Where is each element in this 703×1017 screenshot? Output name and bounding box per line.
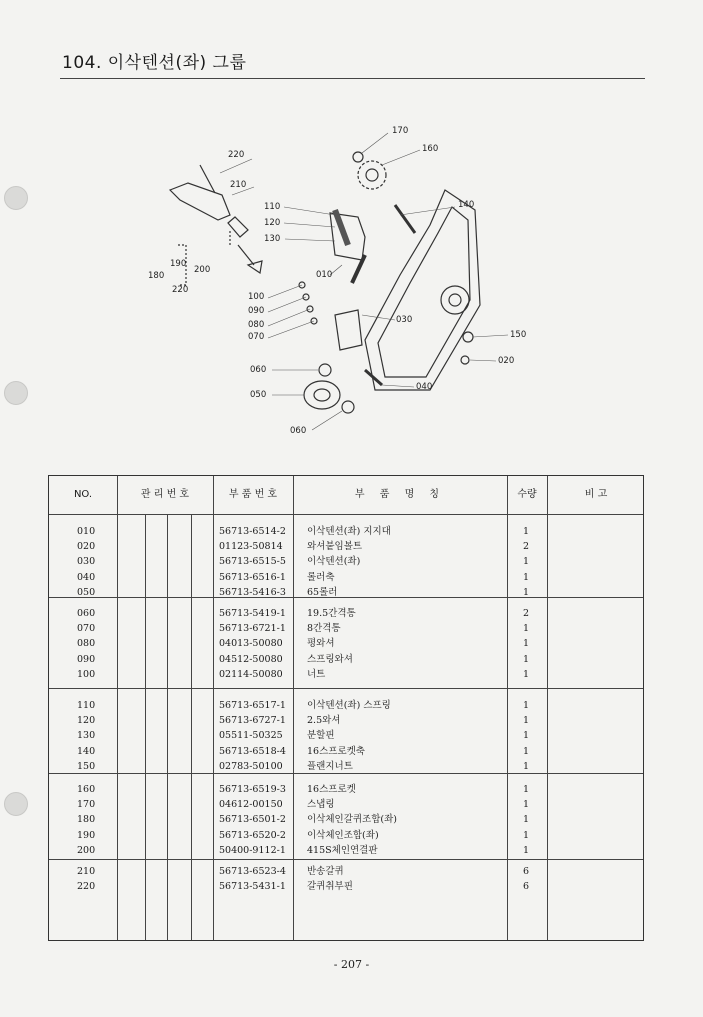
header-part-number: 부 품 번 호 [228,489,278,500]
part-row-no: 150 [77,760,96,772]
callout-label: 050 [250,390,267,400]
part-row-no: 140 [77,745,96,757]
part-quantity: 1 [523,653,530,665]
part-quantity: 1 [523,571,530,583]
parts-table [48,475,644,941]
callout-label: 120 [264,218,281,228]
part-quantity: 1 [523,526,530,537]
part-number: 56713-6721-1 [219,623,286,635]
part-row-no: 110 [77,700,96,711]
part-quantity: 1 [523,586,530,598]
part-row-no: 030 [77,556,96,568]
part-row-no: 100 [77,668,96,680]
part-number: 56713-6501-2 [219,814,286,826]
part-name: 19.5간격통 [307,608,356,619]
callout-label: 220 [228,150,245,160]
part-number: 56713-6517-1 [219,700,286,711]
part-row-no: 050 [77,586,96,598]
part-row-no: 210 [77,866,96,877]
part-name: 2.5와셔 [307,715,341,727]
part-row-no: 200 [77,844,96,856]
callout-label: 130 [264,234,281,244]
part-number: 56713-5416-3 [219,586,286,598]
part-number: 56713-6515-5 [219,556,286,568]
exploded-parts-diagram [130,115,550,445]
part-name: 갈퀴취부핀 [307,881,353,893]
callout-label: 090 [248,306,265,316]
snap-ring [353,152,363,162]
part-row-no: 060 [77,608,96,619]
part-quantity: 1 [523,668,530,680]
part-number: 56713-6514-2 [219,526,286,537]
part-number: 04512-50080 [219,653,283,665]
callout-label: 070 [248,332,265,342]
frame-hub [441,286,469,314]
part-quantity: 1 [523,760,530,772]
part-name: 반송갈퀴 [307,866,344,877]
callout-label: 200 [194,265,211,275]
part-name: 스냅링 [307,799,335,811]
part-quantity: 1 [523,623,530,635]
part-quantity: 1 [523,745,530,757]
sprocket-16 [358,161,386,189]
row-divider [49,688,643,689]
part-number: 05511-50325 [219,730,283,742]
part-number: 04013-50080 [219,638,283,650]
callout-label: 210 [230,180,247,190]
part-quantity: 1 [523,799,530,811]
roller-65 [304,381,340,409]
part-name: 이삭체인갈퀴조합(좌) [307,814,398,826]
column-divider [167,514,168,940]
part-name: 이삭텐션(좌) 지지대 [307,526,391,537]
part-number: 56713-6523-4 [219,866,286,877]
part-row-no: 180 [77,814,96,826]
part-name: 평와셔 [307,638,335,650]
part-quantity: 1 [523,700,530,711]
part-name: 너트 [307,668,326,680]
part-row-no: 190 [77,829,96,841]
callout-label: 030 [396,315,413,325]
part-name: 분할핀 [307,730,335,742]
column-divider [213,476,214,940]
part-number: 56713-6727-1 [219,715,286,727]
part-quantity: 1 [523,814,530,826]
part-quantity: 6 [523,866,530,877]
row-divider [49,859,643,860]
column-divider [145,514,146,940]
part-row-no: 090 [77,653,96,665]
part-name: 이삭텐션(좌) 스프링 [307,700,391,711]
header-remarks: 비 고 [584,489,608,500]
page-title: 104. 이삭텐션(좌) 그룹 [62,53,247,73]
part-quantity: 2 [523,608,530,619]
part-number: 56713-5419-1 [219,608,286,619]
part-number: 56713-6520-2 [219,829,286,841]
callout-label: 100 [248,292,265,302]
part-number: 02114-50080 [219,668,283,680]
part-name: 415S체인연결판 [307,844,378,856]
part-quantity: 6 [523,881,530,893]
part-number: 01123-50814 [219,541,283,553]
callout-leaders [220,133,508,430]
part-name: 이삭텐션(좌) [307,556,361,568]
callout-label: 040 [416,382,433,392]
header-part-name: 부 품 명 칭 [354,489,446,500]
part-name: 스프링와셔 [307,653,353,665]
row-divider [49,597,643,598]
header-no: NO. [73,489,93,500]
part-name: 플랜지너트 [307,760,353,772]
part-name: 8간격통 [307,623,341,635]
part-quantity: 1 [523,556,530,568]
column-divider [547,476,548,940]
tension-frame [365,190,480,390]
title-underline [60,78,645,79]
part-name: 65롤러 [307,586,338,598]
callout-label: 060 [290,426,307,436]
part-quantity: 1 [523,638,530,650]
callout-label: 140 [458,200,475,210]
part-row-no: 170 [77,799,96,811]
part-quantity: 1 [523,829,530,841]
header-management-no: 관 리 번 호 [140,489,190,500]
part-row-no: 070 [77,623,96,635]
callout-label: 020 [498,356,515,366]
column-divider [191,514,192,940]
column-divider [293,476,294,940]
tension-block [335,310,362,350]
part-name: 16스프로켓축 [307,745,365,757]
callout-label: 190 [170,259,187,269]
part-name: 롤러축 [307,571,335,583]
punch-hole [4,381,28,405]
part-row-no: 010 [77,526,96,537]
punch-hole [4,792,28,816]
callout-label: 110 [264,202,281,212]
page-number: - 207 - [333,958,370,971]
connecting-plate [248,261,262,273]
part-row-no: 040 [77,571,96,583]
part-quantity: 1 [523,784,530,795]
part-row-no: 160 [77,784,96,795]
header-quantity: 수량 [517,489,537,500]
row-divider [49,514,643,515]
chain-link [228,217,248,237]
part-name: 이삭체인조합(좌) [307,829,379,841]
column-divider [507,476,508,940]
part-name: 와셔붙임볼트 [307,541,363,553]
part-quantity: 1 [523,844,530,856]
callout-label: 010 [316,270,333,280]
diagram-drawing [170,152,480,413]
part-number: 02783-50100 [219,760,283,772]
chain-rake [170,183,230,220]
callout-label: 080 [248,320,265,330]
part-name: 16스프로켓 [307,784,356,795]
part-number: 56713-6516-1 [219,571,286,583]
part-quantity: 1 [523,730,530,742]
callout-label: 060 [250,365,267,375]
part-quantity: 1 [523,715,530,727]
callout-label: 160 [422,144,439,154]
part-number: 56713-5431-1 [219,881,286,893]
column-divider [117,476,118,940]
part-row-no: 080 [77,638,96,650]
part-number: 50400-9112-1 [219,844,286,856]
spacer [342,401,354,413]
part-number: 56713-6519-3 [219,784,286,795]
part-quantity: 2 [523,541,530,553]
sprocket-shaft [395,205,415,233]
callout-label: 170 [392,126,409,136]
part-number: 04612-00150 [219,799,283,811]
callout-label: 150 [510,330,527,340]
callout-label: 220 [172,285,189,295]
part-row-no: 020 [77,541,96,553]
part-row-no: 220 [77,881,96,893]
part-row-no: 130 [77,730,96,742]
part-row-no: 120 [77,715,96,727]
callout-label: 180 [148,271,165,281]
punch-hole [4,186,28,210]
part-number: 56713-6518-4 [219,745,286,757]
